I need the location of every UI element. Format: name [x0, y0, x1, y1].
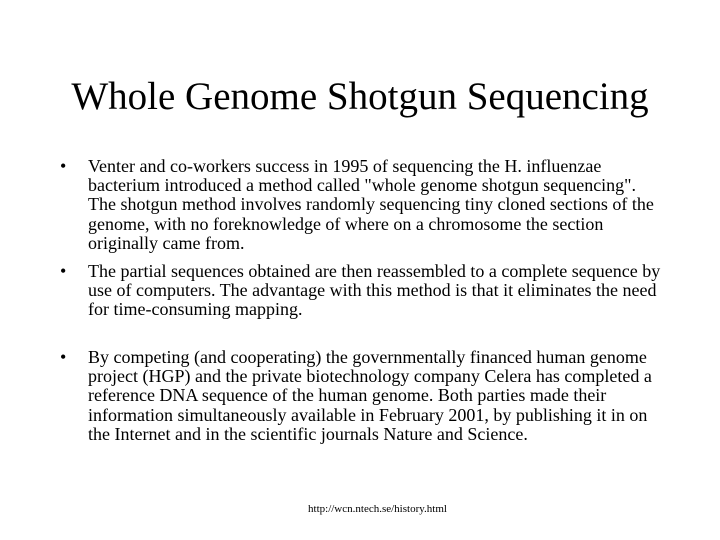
slide-title: Whole Genome Shotgun Sequencing [71, 75, 649, 118]
source-url: http://wcn.ntech.se/history.html [308, 503, 447, 515]
bullet-marker: • [60, 261, 67, 281]
bullet-text: The partial sequences obtained are then reassembled to a complete sequence by use of computers. The advantage with this method is that it eliminates the need for time-consuming mapping. [88, 261, 661, 320]
bullet-text: Venter and co-workers success in 1995 of sequencing the H. influenzae bacterium introduced a method called "whole genome shotgun sequencing". The shotgun method involves randomly sequencing tiny cloned sections of the genome, with no foreknowledge of where on a chromosome the section originally came from. [88, 156, 654, 253]
bullet-marker: • [60, 156, 67, 176]
bullet-marker: • [60, 347, 67, 367]
bullet-text: By competing (and cooperating) the governmentally financed human genome project (HGP) and the private biotechnology company Celera has completed a reference DNA sequence of the human genome. Both parties made their information simultaneously available in February 2001, by publishing it in on the Internet and in the scientific journals Nature and Science. [88, 347, 652, 444]
